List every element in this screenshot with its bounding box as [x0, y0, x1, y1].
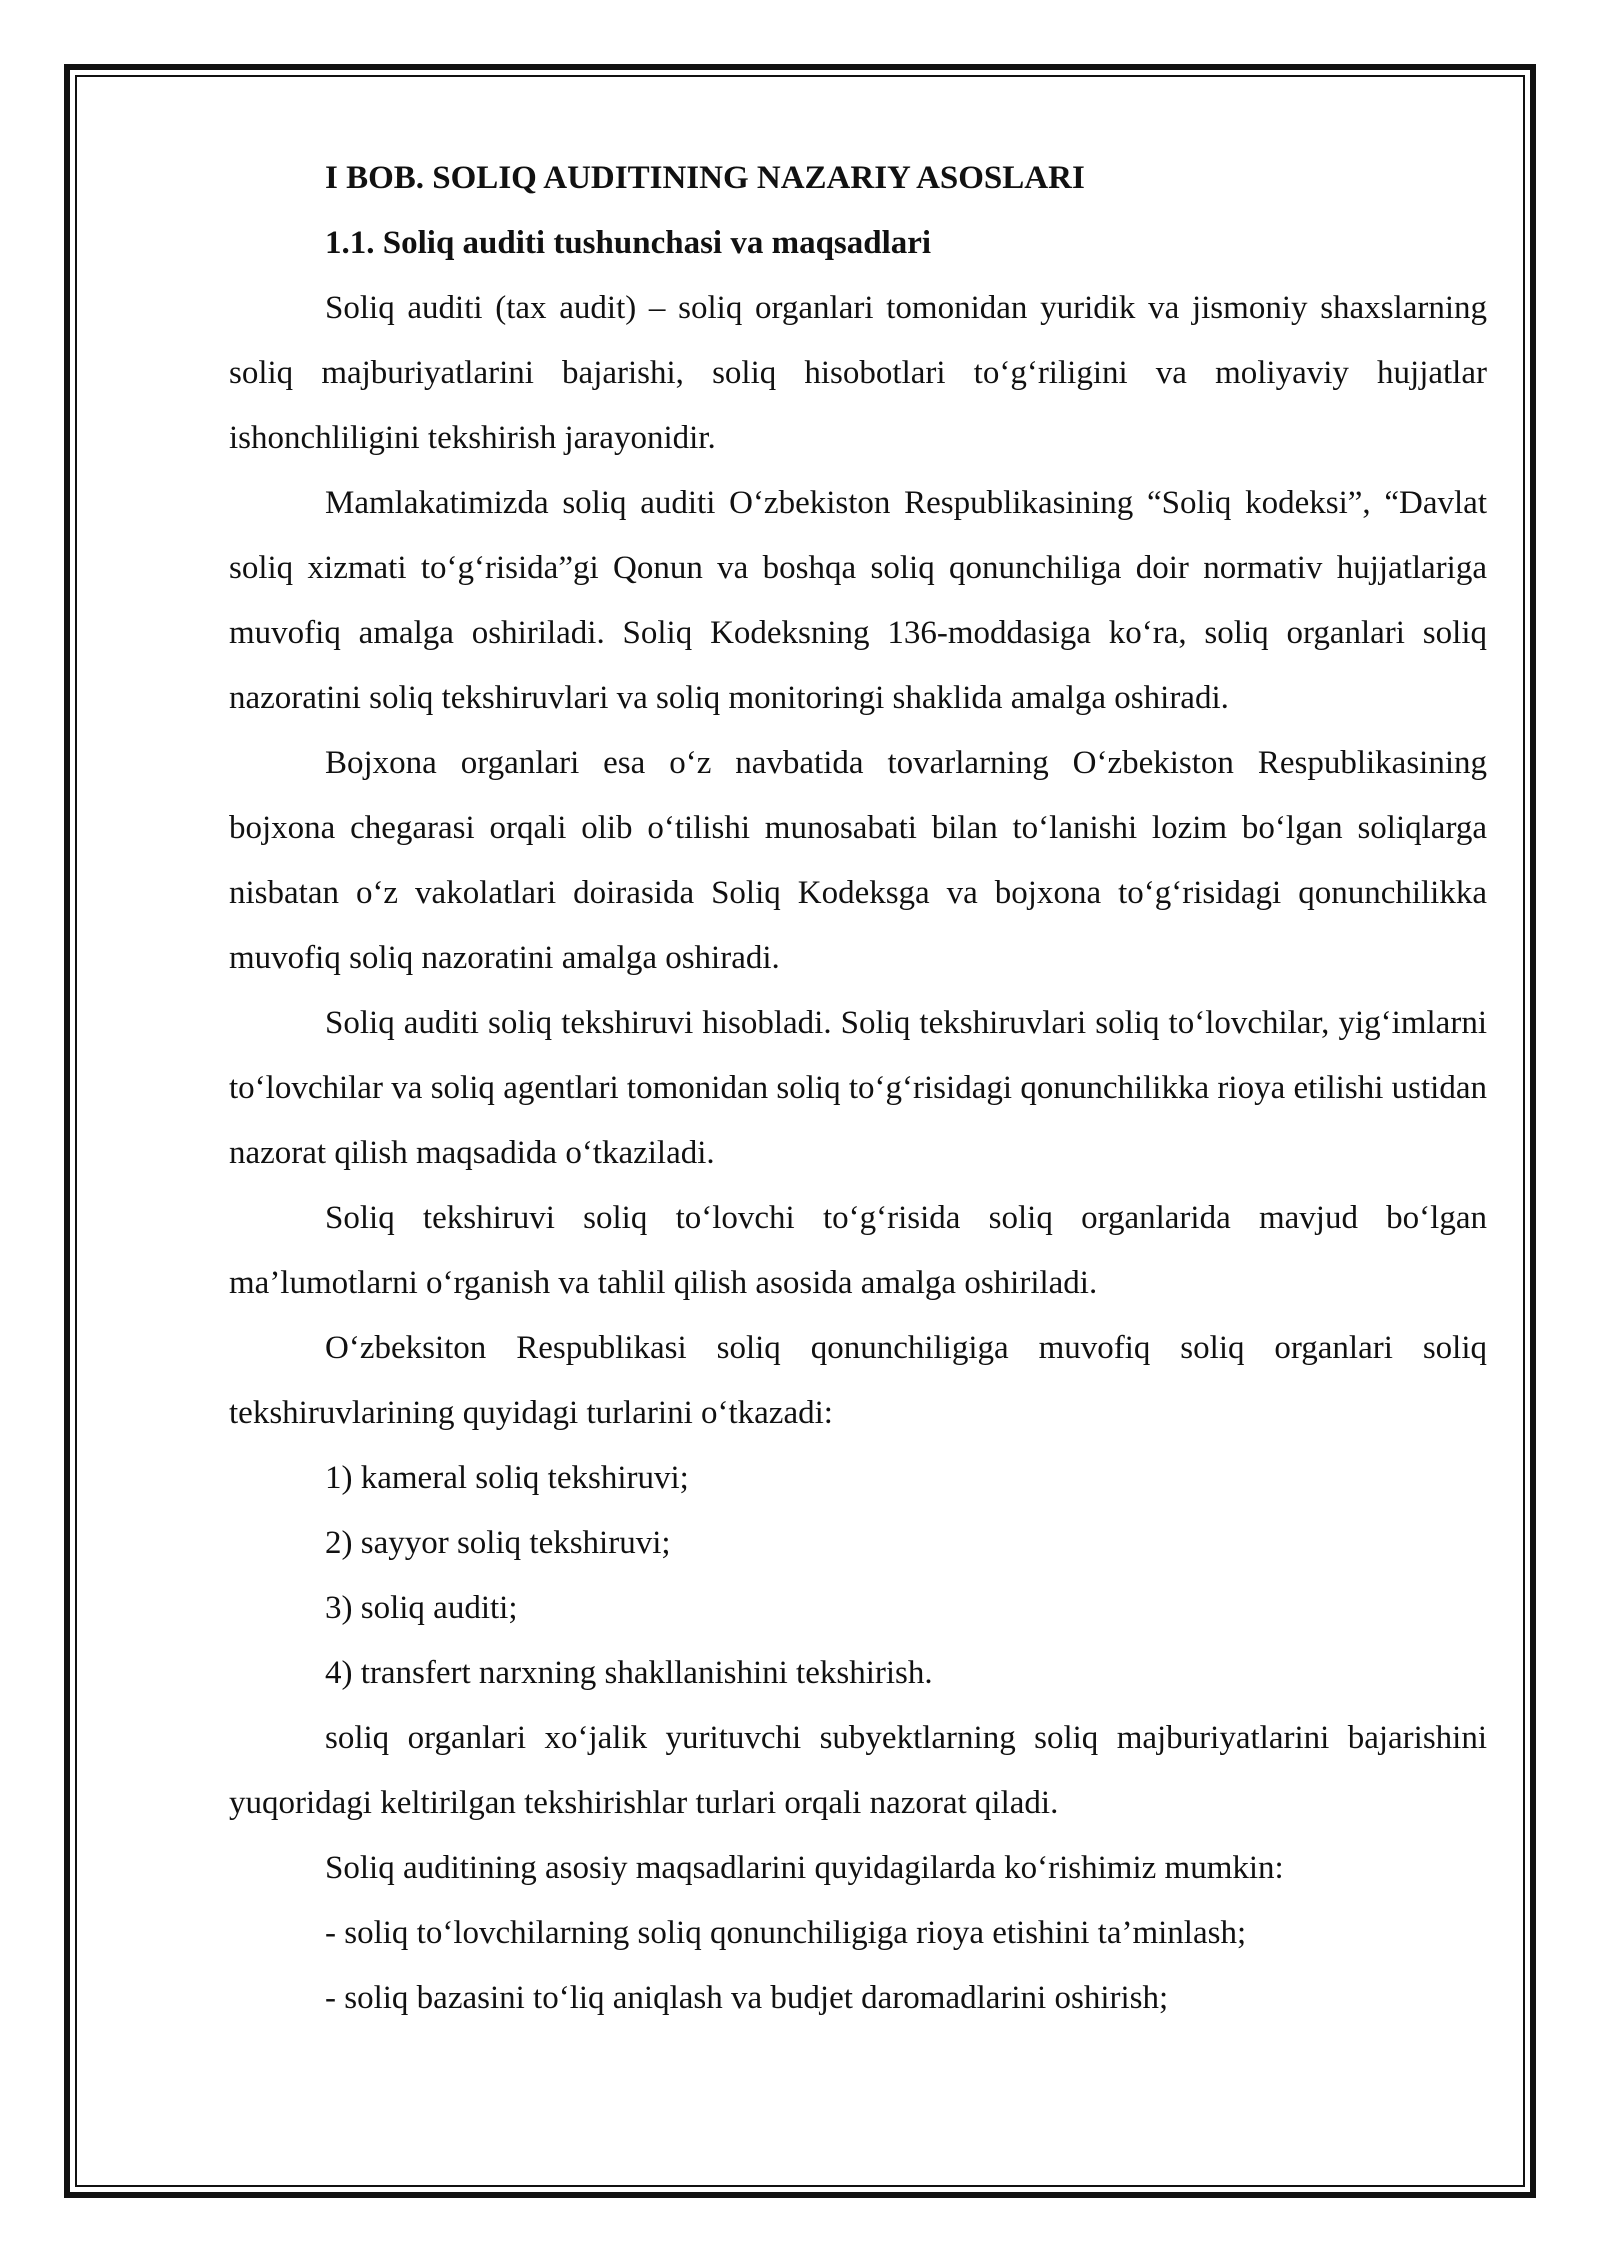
paragraph-legal-basis: Mamlakatimizda soliq auditi O‘zbekiston Respublikasining “Soliq kodeksi”, “Davlat soliq xizmati to‘g‘risida”gi Qonun va boshqa soliq qonunchiliga doir normativ hujjatlariga muvofiq amalga oshiriladi. Soliq Kodeksning 136-moddasiga ko‘ra, soliq organlari soliq nazoratini soliq tekshiruvlari va soliq monitoringi shaklida amalga oshiradi. [229, 485, 1487, 716]
paragraph-tax-audit-definition: Soliq auditi (tax audit) – soliq organlari tomonidan yuridik va jismoniy shaxslarning soliq majburiyatlarini bajarishi, soliq hisobotlari to‘g‘riligini va moliyaviy hujjatlar ishonchliligini tekshirish jarayonidir. [229, 290, 1487, 456]
list-item-goal: - soliq bazasini to‘liq aniqlash va budjet daromadlarini oshirish; [325, 1980, 1169, 2016]
paragraph-inspection-basis: Soliq tekshiruvi soliq to‘lovchi to‘g‘risida soliq organlarida mavjud bo‘lgan ma’lumotlarni o‘rganish va tahlil qilish asosida amalga oshiriladi. [229, 1200, 1487, 1301]
list-item-inspection-type: 2) sayyor soliq tekshiruvi; [325, 1525, 671, 1561]
paragraph-customs-bodies: Bojxona organlari esa o‘z navbatida tovarlarning O‘zbekiston Respublikasining bojxona chegarasi orqali olib o‘tilishi munosabati bilan to‘lanishi lozim bo‘lgan soliqlarga nisbatan o‘z vakolatlari doirasida Soliq Kodeksga va bojxona to‘g‘risidagi qonunchilikka muvofiq soliq nazoratini amalga oshiradi. [229, 745, 1487, 976]
paragraph-after-list: soliq organlari xo‘jalik yurituvchi subyektlarning soliq majburiyatlarini bajarishini yuqoridagi keltirilgan tekshirishlar turlari orqali nazorat qiladi. [229, 1720, 1487, 1821]
paragraph-tax-inspection: Soliq auditi soliq tekshiruvi hisobladi. Soliq tekshiruvlari soliq to‘lovchilar, yig‘imlarni to‘lovchilar va soliq agentlari tomonidan soliq to‘g‘risidagi qonunchilikka rioya etilishi ustidan nazorat qilish maqsadida o‘tkaziladi. [229, 1005, 1487, 1171]
section-title: 1.1. Soliq auditi tushunchasi va maqsadlari [325, 225, 932, 261]
list-item-inspection-type: 3) soliq auditi; [325, 1590, 518, 1626]
paragraph-inspection-types-intro: O‘zbeksiton Respublikasi soliq qonunchiligiga muvofiq soliq organlari soliq tekshiruvlarining quyidagi turlarini o‘tkazadi: [229, 1330, 1487, 1431]
goals-intro: Soliq auditining asosiy maqsadlarini quyidagilarda ko‘rishimiz mumkin: [325, 1850, 1284, 1886]
document-body [229, 146, 1487, 2031]
list-item-goal: - soliq to‘lovchilarning soliq qonunchiligiga rioya etishini ta’minlash; [325, 1915, 1247, 1951]
list-item-inspection-type: 4) transfert narxning shakllanishini tekshirish. [325, 1655, 933, 1691]
chapter-title: I BOB. SOLIQ AUDITINING NAZARIY ASOSLARI [325, 160, 1085, 196]
list-item-inspection-type: 1) kameral soliq tekshiruvi; [325, 1460, 689, 1496]
